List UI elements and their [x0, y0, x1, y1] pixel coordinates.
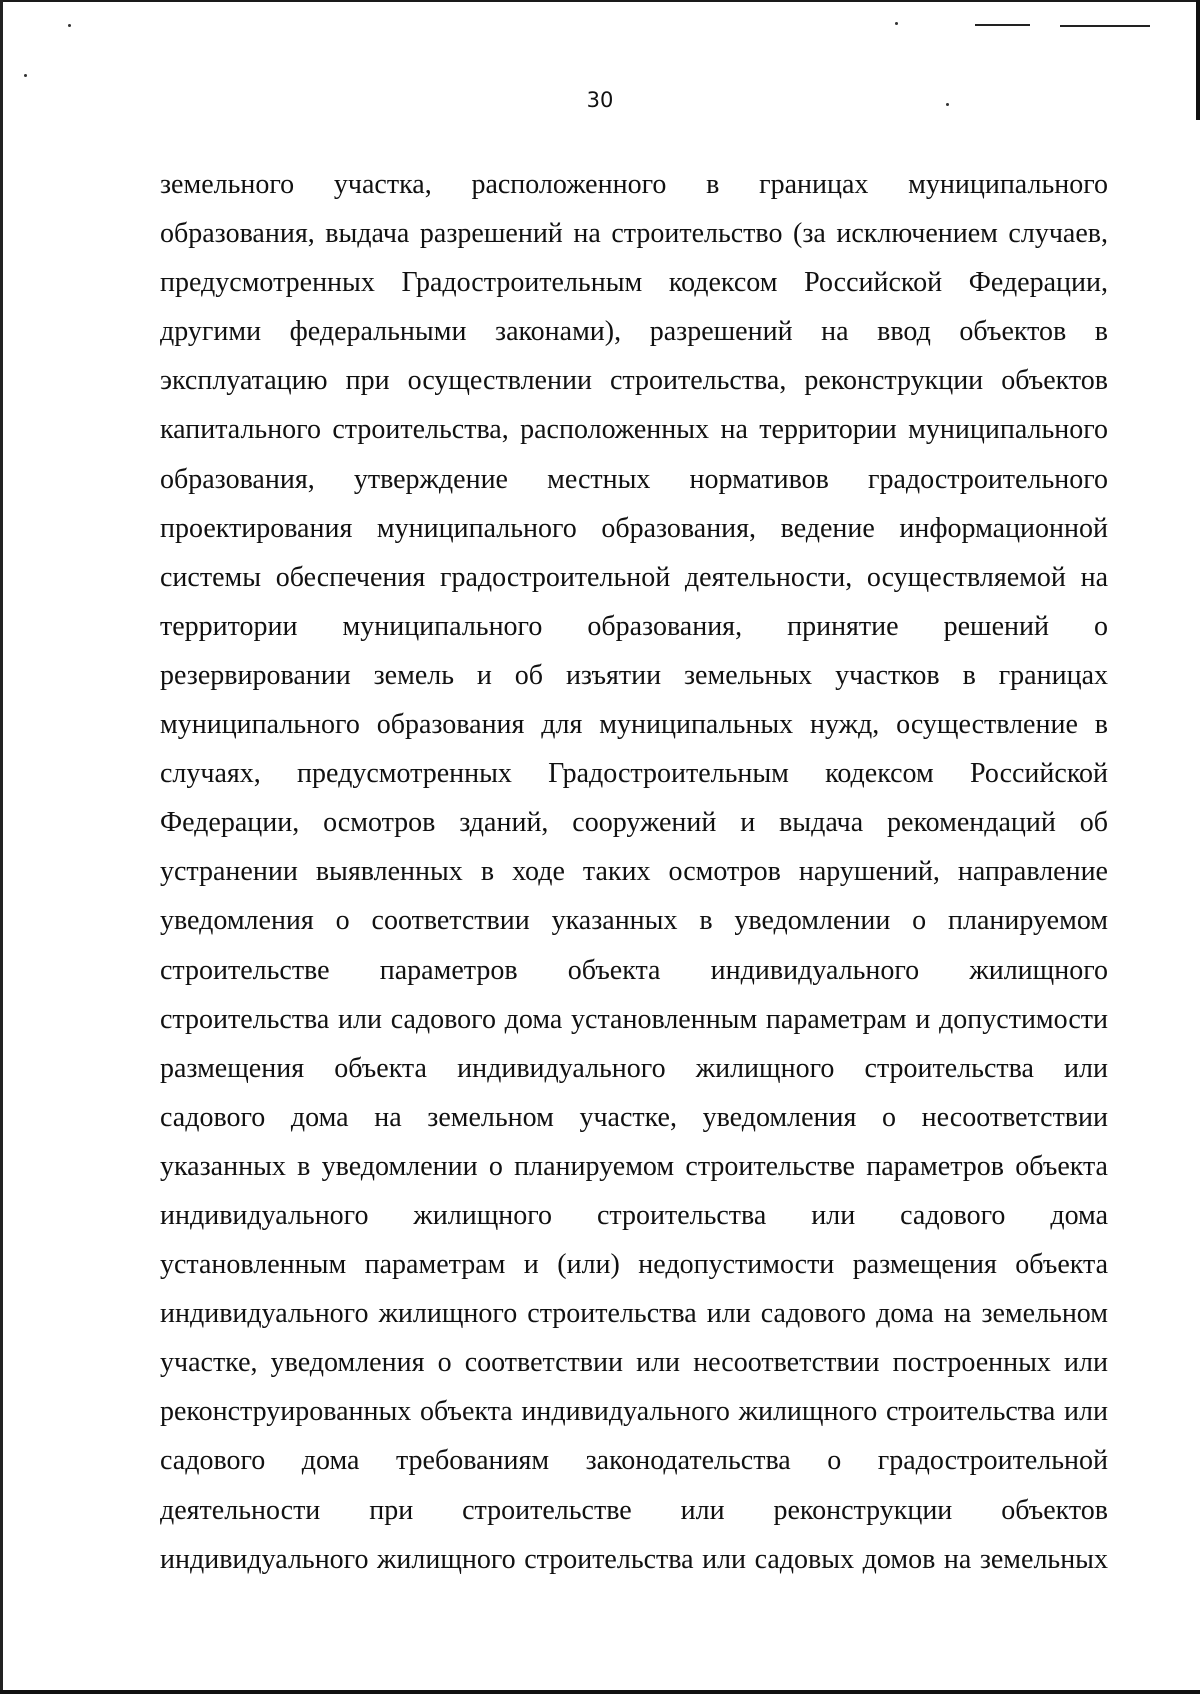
text-line: индивидуального жилищного строительства или садового дома [160, 1199, 1108, 1231]
scan-dash-mark [975, 24, 1030, 26]
scan-edge-right [1196, 0, 1200, 120]
text-line: размещения объекта индивидуального жилищного строительства или [160, 1052, 1108, 1084]
text-line: проектирования муниципального образования, ведение информационной [160, 512, 1108, 544]
text-line: садового дома на земельном участке, уведомления о несоответствии [160, 1101, 1108, 1133]
scan-edge-left [0, 0, 3, 1694]
text-line: капитального строительства, расположенных на территории муниципального [160, 414, 1108, 446]
scan-speck [946, 103, 949, 106]
text-line: предусмотренных Градостроительным кодексом Российской Федерации, [160, 267, 1108, 299]
text-line: деятельности при строительстве или реконструкции объектов [160, 1494, 1108, 1526]
scan-edge-top [0, 0, 1200, 2]
scan-speck [24, 74, 27, 77]
scan-speck [68, 24, 71, 27]
text-line: системы обеспечения градостроительной деятельности, осуществляемой на [160, 561, 1108, 593]
text-line: образования, утверждение местных нормативов градостроительного [160, 463, 1108, 495]
text-line: установленным параметрам и (или) недопустимости размещения объекта [160, 1249, 1108, 1281]
scan-dash-mark [1060, 25, 1150, 27]
text-line: строительстве параметров объекта индивидуального жилищного [160, 954, 1108, 986]
text-line: индивидуального жилищного строительства или садового дома на земельном [160, 1298, 1108, 1330]
text-line: указанных в уведомлении о планируемом строительстве параметров объекта [160, 1150, 1108, 1182]
text-line: муниципального образования для муниципальных нужд, осуществление в [160, 709, 1108, 741]
text-line: устранении выявленных в ходе таких осмотров нарушений, направление [160, 856, 1108, 888]
text-line: образования, выдача разрешений на строительство (за исключением случаев, [160, 218, 1108, 250]
body-text [160, 160, 1108, 1584]
text-line: участке, уведомления о соответствии или несоответствии построенных или [160, 1347, 1108, 1379]
text-line: земельного участка, расположенного в границах муниципального [160, 169, 1108, 200]
page-number: 30 [586, 88, 614, 112]
text-line: садового дома требованиям законодательства о градостроительной [160, 1445, 1108, 1477]
scan-speck [895, 22, 898, 25]
text-line: случаях, предусмотренных Градостроительным кодексом Российской [160, 758, 1108, 790]
text-line: индивидуального жилищного строительства или садовых домов на земельных [160, 1543, 1108, 1575]
text-line: эксплуатацию при осуществлении строительства, реконструкции объектов [160, 365, 1108, 397]
text-line: территории муниципального образования, принятие решений о [160, 610, 1108, 642]
text-line: Федерации, осмотров зданий, сооружений и выдача рекомендаций об [160, 807, 1108, 839]
text-line: реконструированных объекта индивидуального жилищного строительства или [160, 1396, 1108, 1428]
text-line: строительства или садового дома установленным параметрам и допустимости [160, 1003, 1108, 1035]
text-line: резервировании земель и об изъятии земельных участков в границах [160, 659, 1108, 691]
text-line: уведомления о соответствии указанных в уведомлении о планируемом [160, 905, 1108, 937]
scan-edge-bottom [0, 1690, 1200, 1694]
text-line: другими федеральными законами), разрешений на ввод объектов в [160, 316, 1108, 348]
